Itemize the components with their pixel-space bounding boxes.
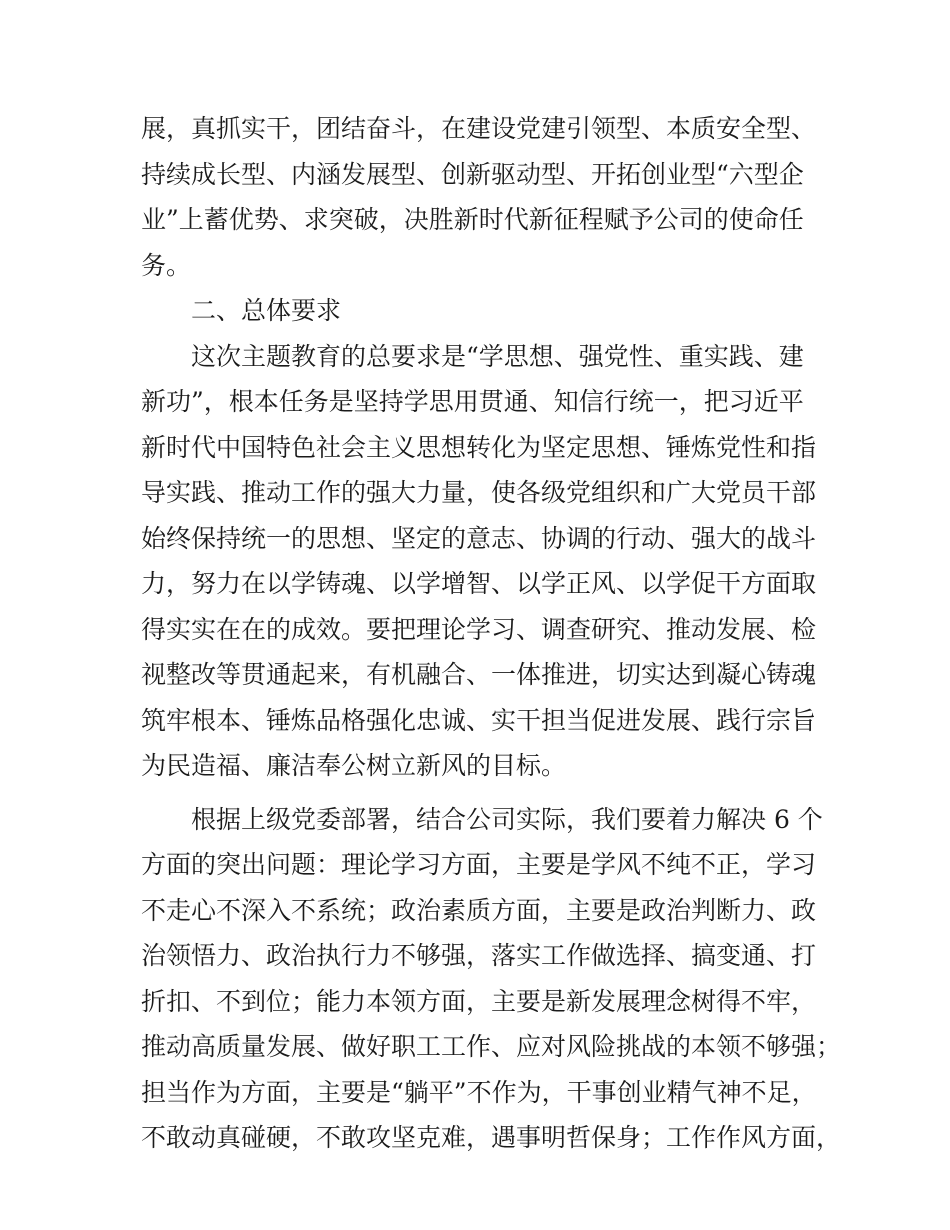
paragraph-continuation [141,106,821,288]
text-line: 治领悟力、政治执行力不够强，落实工作做选择、搞变通、打 [141,941,817,970]
text-line: 不走心不深入不系统；政治素质方面，主要是政治判断力、政 [141,895,817,925]
text-line: 方面的突出问题：理论学习方面，主要是学风不纯不正，学习 [141,850,817,879]
text-line: 根据上级党委部署，结合公司实际，我们要着力解决 6 个 [191,804,823,834]
text-line: 务。 [141,250,192,280]
text-line: 力，努力在以学铸魂、以学增智、以学正风、以学促干方面取 [141,569,817,598]
paragraph-problems [141,797,842,1161]
paragraph-general-requirements [141,334,821,789]
text-line: 担当作为方面，主要是“躺平”不作为，干事创业精气神不足， [141,1077,817,1107]
text-line: 为民造福、廉洁奉公树立新风的目标。 [141,751,567,780]
text-line: 展，真抓实干，团结奋斗，在建设党建引领型、本质安全型、 [141,114,817,143]
text-line: 始终保持统一的思想、坚定的意志、协调的行动、强大的战斗 [141,523,817,553]
text-line: 筑牢根本、锤炼品格强化忠诚、实干担当促进发展、践行宗旨 [141,705,817,735]
section-heading: 二、总体要求 [191,296,342,325]
text-line: 不敢动真碰硬，不敢攻坚克难，遇事明哲保身；工作作风方面， [141,1123,842,1152]
document-body [141,106,842,1161]
paragraph-spacer [141,789,821,797]
text-line: 新时代中国特色社会主义思想转化为坚定思想、锤炼党性和指 [141,432,817,462]
text-line: 视整改等贯通起来，有机融合、一体推进，切实达到凝心铸魂 [141,660,817,689]
text-line: 这次主题教育的总要求是“学思想、强党性、重实践、建 [191,341,804,371]
text-line: 业”上蓄优势、求突破，决胜新时代新征程赋予公司的使命任 [141,205,804,234]
text-line: 导实践、推动工作的强大力量，使各级党组织和广大党员干部 [141,478,817,507]
text-line: 折扣、不到位；能力本领方面，主要是新发展理念树得不牢， [141,986,817,1016]
text-line: 持续成长型、内涵发展型、创新驱动型、开拓创业型“六型企 [141,159,804,189]
text-line: 推动高质量发展、做好职工工作、应对风险挑战的本领不够强； [141,1032,842,1061]
text-line: 新功”，根本任务是坚持学思用贯通、知信行统一，把习近平 [141,387,804,416]
text-line: 得实实在在的成效。要把理论学习、调查研究、推动发展、检 [141,614,817,644]
